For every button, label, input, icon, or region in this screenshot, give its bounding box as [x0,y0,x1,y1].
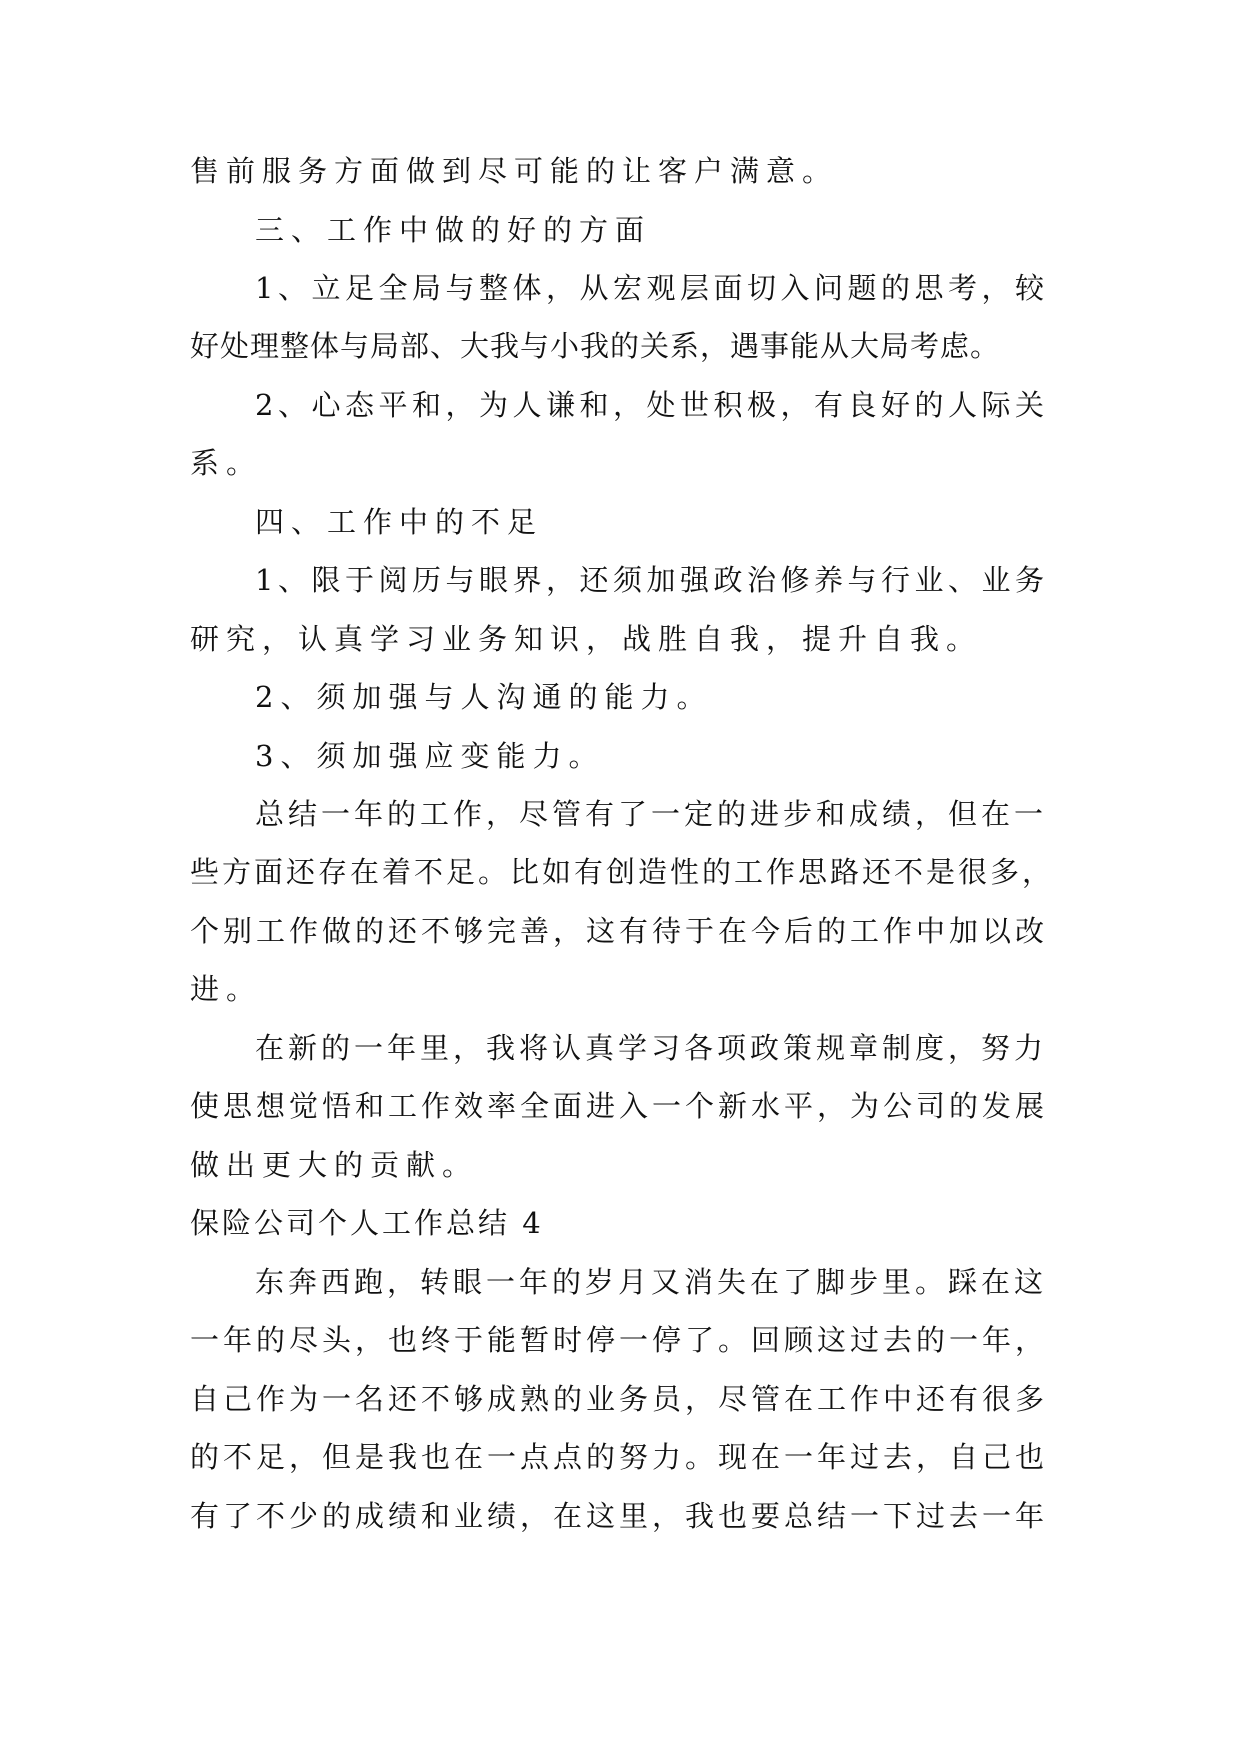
text-line: 1、限于阅历与眼界，还须加强政治修养与行业、业务 [255,563,1049,597]
text-line: 一年的尽头，也终于能暂时停一停了。回顾这过去的一年， [190,1323,1049,1357]
text-line: 好处理整体与局部、大我与小我的关系，遇事能从大局考虑。 [190,329,1001,363]
text-line: 些方面还存在着不足。比如有创造性的工作思路还不是很多， [190,855,1055,889]
text-line: 售前服务方面做到尽可能的让客户满意。 [190,154,839,188]
section-heading: 三、工作中做的好的方面 [255,213,652,247]
text-line: 使思想觉悟和工作效率全面进入一个新水平，为公司的发展 [190,1089,1049,1123]
text-line: 研究，认真学习业务知识，战胜自我，提升自我。 [190,622,983,656]
text-line: 进。 [190,972,263,1006]
text-line: 系。 [190,446,263,480]
text-line: 3、须加强应变能力。 [255,739,605,773]
text-line: 2、心态平和，为人谦和，处世积极，有良好的人际关 [255,388,1049,422]
text-line: 1、立足全局与整体，从宏观层面切入问题的思考，较 [255,271,1049,305]
text-line: 有了不少的成绩和业绩，在这里，我也要总结一下过去一年 [190,1499,1049,1533]
text-line: 个别工作做的还不够完善，这有待于在今后的工作中加以改 [190,914,1049,948]
text-line: 做出更大的贡献。 [190,1148,479,1182]
text-line: 东奔西跑，转眼一年的岁月又消失在了脚步里。踩在这 [255,1265,1048,1299]
text-line: 总结一年的工作，尽管有了一定的进步和成绩，但在一 [255,797,1048,831]
section-heading: 四、工作中的不足 [255,505,544,539]
text-line: 在新的一年里，我将认真学习各项政策规章制度，努力 [255,1031,1048,1065]
text-line: 2、须加强与人沟通的能力。 [255,680,713,714]
text-line: 自己作为一名还不够成熟的业务员，尽管在工作中还有很多 [190,1382,1049,1416]
text-line: 的不足，但是我也在一点点的努力。现在一年过去，自己也 [190,1440,1049,1474]
document-title: 保险公司个人工作总结 4 [190,1206,544,1240]
